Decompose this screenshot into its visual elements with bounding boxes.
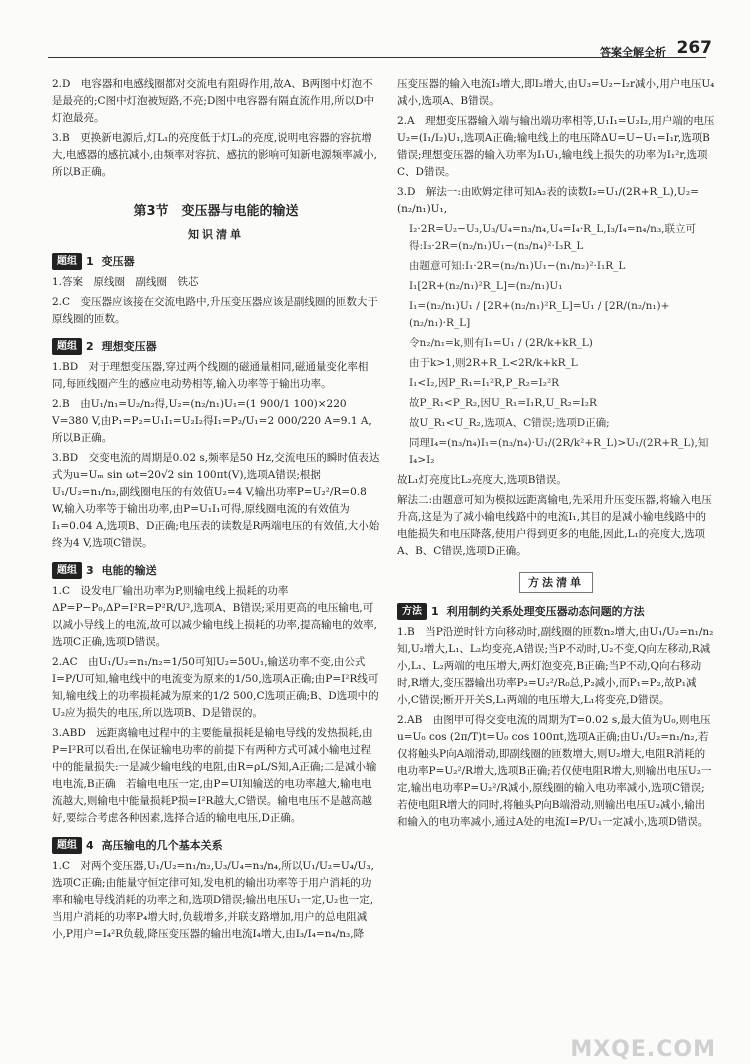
- header-title: 答案全解全析: [600, 46, 666, 59]
- answer-paragraph: 2.B 由U₁/n₁=U₂/n₂得,U₂=(n₂/n₁)U₁=(1 900/1 100)×220 V=380 V,由P₁=P₂=U₁I₁=U₂I₂得I₁=P₂/U₁=2 000/220 A=9.1 A,所以B正确。: [52, 398, 372, 444]
- method-number: 1: [431, 605, 439, 618]
- watermark: MXQE.COM: [570, 1037, 716, 1062]
- section-title: 第3节 变压器与电能的输送: [133, 204, 299, 219]
- answer-paragraph: 2.A 理想变压器输入端与输出端功率相等,U₁I₁=U₂I₂,用户端的电压U₂=(I₁/I₂)U₁,选项A正确;输电线上的电压降ΔU=U−U₁=I₁r,选项B错误;理想变压器的输入功率为I₁U₁,输电线上损失的功率为I₁²r,选项C、D错误。: [397, 115, 715, 178]
- math-line: 令n₂/n₁=k,则有I₁=U₁ / (2R/k+kR_L): [409, 337, 593, 349]
- group-title: 变压器: [101, 255, 135, 268]
- group-number: 3: [86, 564, 94, 577]
- answer-paragraph: 2.C 变压器应该接在交流电路中,升压变压器应该是副线圈的匝数大于原线圈的匝数。: [52, 296, 378, 325]
- group-title: 理想变压器: [101, 340, 157, 353]
- method-heading-1: [397, 603, 715, 620]
- math-line: 由于k>1,则2R+R_L<2R/k+kR_L: [409, 357, 578, 369]
- group-tag: 题组: [52, 837, 82, 854]
- group-number: 4: [86, 839, 94, 852]
- method-title: 利用制约关系处理变压器动态问题的方法: [446, 605, 645, 618]
- group-tag: 题组: [52, 562, 82, 579]
- answer-paragraph: 1.B 当P沿逆时针方向移动时,副线圈的匝数n₂增大,由U₁/U₂=n₁/n₂知,U₂增大,L₁、L₂均变亮,A错误;当P不动时,U₂不变,Q向左移动,R减小,L₁、L₂两端的电压增大,两灯泡变亮,B正确;当P不动,Q向右移动时,R增大,变压器输出功率P₂=U₂²/R₀总,P₂减小,而P₁=P₂,故P₁减小,C错误;断开开关S,L₁两端的电压增大,L₁将变亮,D错误。: [397, 626, 714, 706]
- math-line: I₂·2R=U₂−U₃,U₃/U₄=n₃/n₄,U₄=I₄·R_L,I₃/I₄=n₄/n₃,联立可得:I₃·2R=(n₂/n₁)U₁−(n₃/n₄)²·I₃R_L: [409, 223, 696, 252]
- right-column: [397, 76, 715, 834]
- answer-paragraph: 压变压器的输入电流I₃增大,即I₂增大,由U₃=U₂−I₂r减小,用户电压U₄减小,选项A、B错误。: [397, 78, 715, 107]
- math-line: 故P_R₁<P_R₂,因U_R₁=I₁R,U_R₂=I₂R: [409, 397, 597, 409]
- group-heading-4: [52, 837, 380, 854]
- left-column: [52, 76, 380, 946]
- group-number: 2: [86, 340, 94, 353]
- method-tag: 方法: [397, 603, 427, 620]
- group-heading-1: [52, 253, 380, 270]
- math-line: I₁=(n₂/n₁)U₁ / [2R+(n₂/n₁)²R_L]=U₁ / [2R/(n₂/n₁)+(n₂/n₁)·R_L]: [409, 300, 670, 329]
- group-title: 高压输电的几个基本关系: [101, 839, 223, 852]
- answer-paragraph: 3.ABD 远距离输电过程中的主要能量损耗是输电导线的发热损耗,由P=I²R可以看出,在保证输电功率的前提下有两种方式可减小输电过程中的能量损失:一是减少输电线的电阻,由R=ρL/S知,A正确;二是减小输电电流,B正确 若输电电压一定,由P=UI知输送的电功率越大,输电电流越大,则输电中能量损耗P损=I²R越大,C错误。输电电压不是越高越好,要综合考虑各种因素,选择合适的输电电压,D正确。: [52, 727, 377, 824]
- answer-paragraph: 2.D 电容器和电感线圈都对交流电有阻碍作用,故A、B两图中灯泡不是最亮的;C图中灯泡被短路,不亮;D图中电容器有隔直流作用,所以D中灯泡最亮。: [52, 78, 375, 124]
- group-tag: 题组: [52, 338, 82, 355]
- math-line: 同理I₄=(n₃/n₄)I₁=(n₃/n₄)·U₁/(2R/k²+R_L)>U₁/(2R+R_L),知I₄>I₂: [409, 437, 709, 466]
- method-list-heading: [397, 572, 715, 593]
- answer-paragraph: 2.AB 由图甲可得交变电流的周期为T=0.02 s,最大值为U₀,则电压u=U₀ cos (2π/T)t=U₀ cos 100πt,选项A正确;由U₁/U₂=n₁/n₂,若仅将触头P向A端滑动,即副线圈的匝数增大,则U₂增大,电阻R消耗的电功率P=U₂²/R增大,选项B正确;若仅使电阻R增大,则输出电压U₂一定,输出电功率P=U₂²/R减小,原线圈的输入电功率减小,选项C错误;若使电阻R增大的同时,将触头P向B端滑动,则输出电压U₂减小,输出和输入的电功率减小,通过A处的电流I=P/U₁一定减小,选项D错误。: [397, 714, 712, 828]
- answer-paragraph: 故L₁灯亮度比L₂亮度大,选项B错误。: [397, 474, 567, 486]
- math-line: I₁<I₂,因P_R₁=I₁²R,P_R₂=I₂²R: [409, 377, 560, 389]
- answer-paragraph: 解法二:由题意可知为模拟远距离输电,先采用升压变压器,将输入电压升高,这是为了减小输电线路中的电流I₁,其目的是减小输电线路中的电能损失和电压降落,使用户得到更多的电能,因此,L₁的亮度大,选项A、B、C错误,选项D正确。: [397, 494, 712, 557]
- knowledge-list-heading: 知识清单: [188, 228, 244, 241]
- method-list-label: 方法清单: [519, 572, 593, 593]
- math-line: 故U_R₁<U_R₂,选项A、C错误;选项D正确;: [409, 417, 610, 429]
- answer-paragraph: 3.BD 交变电流的周期是0.02 s,频率是50 Hz,交流电压的瞬时值表达式为u=Uₘ sin ωt=20√2 sin 100πt(V),选项A错误;根据U₁/U₂=n₁/n₂,副线圈电压的有效值U₂=4 V,输出功率P=U₂²/R=0.8 W,输入功率等于输出功率,由P=U₁I₁可得,原线圈电流的有效值为I₁=0.04 A,选项B、D正确;电压表的读数是R两端电压的有效值,大小始终为4 V,选项C错误。: [52, 452, 380, 549]
- answer-paragraph: 1.BD 对于理想变压器,穿过两个线圈的磁通量相同,磁通量变化率相同,每匝线圈产生的感应电动势相等,输入功率等于输出功率。: [52, 361, 369, 390]
- group-heading-2: [52, 338, 380, 355]
- answer-paragraph: 3.D 解法一:由欧姆定律可知A₂表的读数I₂=U₁/(2R+R_L),U₂=(n₂/n₁)U₁,: [397, 186, 699, 215]
- page-number: 267: [676, 38, 712, 58]
- group-tag: 题组: [52, 253, 82, 270]
- group-number: 1: [86, 255, 94, 268]
- group-heading-3: [52, 562, 380, 579]
- math-line: I₁[2R+(n₂/n₁)²R_L]=(n₂/n₁)U₁: [409, 280, 563, 292]
- group-title: 电能的输送: [101, 564, 157, 577]
- math-line: 由题意可知:I₁·2R=(n₂/n₁)U₁−(n₁/n₂)²·I₁R_L: [409, 260, 626, 272]
- answer-paragraph: 1.C 设发电厂输出功率为P,则输电线上损耗的功率ΔP=P−P₀,ΔP=I²R=P²R/U²,选项A、B错误;采用更高的电压输电,可以减小导线上的电流,故可以减少输电线上损耗的功率,提高输电的效率,选项C正确,选项D错误。: [52, 585, 378, 648]
- answer-paragraph: 1.C 对两个变压器,U₁/U₂=n₁/n₂,U₃/U₄=n₃/n₄,所以U₁/U₂=U₄/U₃,选项C正确;由能量守恒定律可知,发电机的输出功率等于用户消耗的功率和输电导线消耗的功率之和,选项D错误;输出电压U₁一定,U₂也一定,当用户消耗的功率P₄增大时,负载增多,并联支路增加,用户的总电阻减小,P用户=I₄²R负载,降压变压器的输出电流I₄增大,由I₃/I₄=n₄/n₃,降: [52, 860, 374, 940]
- answer-paragraph: 3.B 更换新电源后,灯L₁的亮度低于灯L₂的亮度,说明电容器的容抗增大,电感器的感抗减小,由频率对容抗、感抗的影响可知新电源频率减小,所以B正确。: [52, 132, 378, 178]
- answer-paragraph: 2.AC 由U₁/U₂=n₁/n₂=1/50可知U₂=50U₁,输送功率不变,由公式I=P/U可知,输电线中的电流变为原来的1/50,选项A正确;由P=I²R线可知,输电线上的功率损耗减为原来的1/2 500,C选项正确;B、D选项中的U₂应为损失的电压,所以选项B、D是错误的。: [52, 656, 379, 719]
- answer-paragraph: 1.答案 原线圈 副线圈 铁芯: [52, 276, 199, 288]
